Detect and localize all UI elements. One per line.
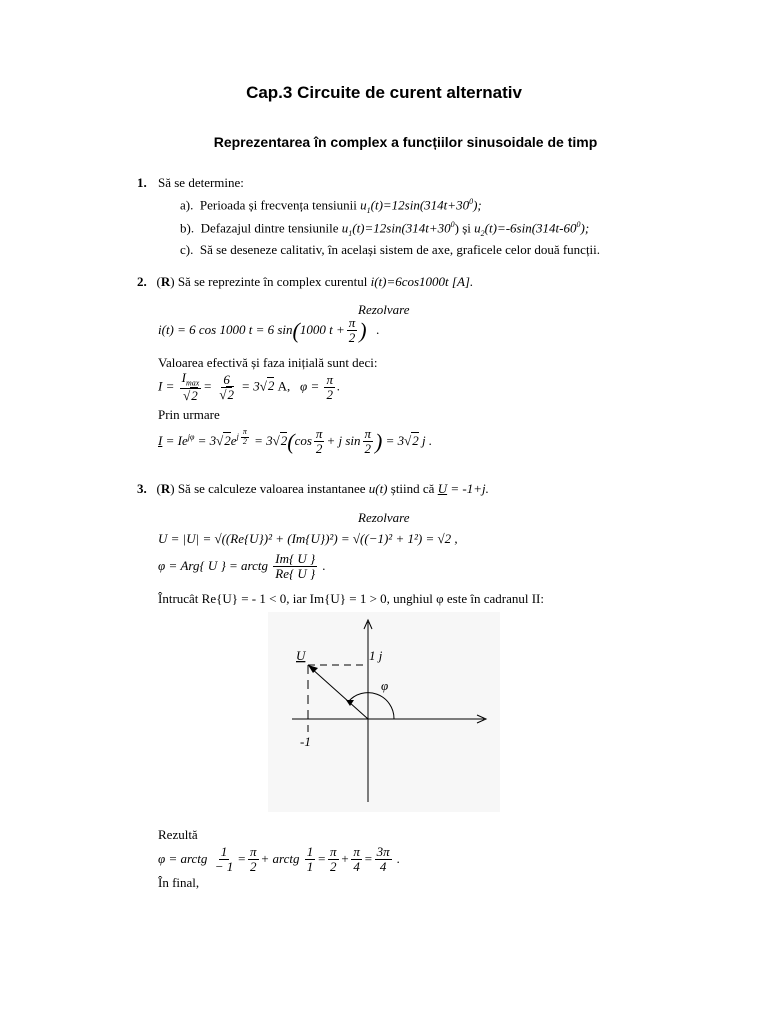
label-1j: 1 j xyxy=(369,648,383,663)
item-a-sub: 1 xyxy=(366,205,371,215)
problem-2-line2: Valoarea efectivă și faza inițială sunt deci: xyxy=(158,355,378,370)
problem-2-line3: Prin urmare xyxy=(158,407,220,422)
eq1-arg: 1000 t + xyxy=(299,321,345,337)
item-b-text: Defazajul dintre tensiunile xyxy=(200,220,342,236)
problem-2-text: ) Să se reprezinte în complex curentul xyxy=(170,274,371,289)
eq2-frac-imax: $\frac{I_{max}}{√2}$ xyxy=(181,370,200,404)
eq2-frac-phi: $\frac{\pi}{2}$ xyxy=(326,371,333,402)
item-a-label: a). xyxy=(180,197,194,213)
problem-3-rezulta: Rezultă xyxy=(158,827,198,842)
problem-3-number: 3. xyxy=(137,481,147,496)
problem-2-expr: i(t)=6cos1000t [A]. xyxy=(370,274,474,289)
item-b-end: ); xyxy=(580,220,590,236)
item-b-sup1: 0 xyxy=(450,220,455,229)
eq1-frac: $\frac{\pi}{2}$ xyxy=(348,315,356,346)
problem-2-statement: 2. (R) Să se reprezinte în complex curentul i(t)=6cos1000t [A]. xyxy=(137,274,474,289)
item-a-end: ); xyxy=(473,197,482,213)
item-b-sub2: 2 xyxy=(480,228,485,238)
item-b-mid: ) și xyxy=(454,220,475,236)
item-a-sup: 0 xyxy=(469,197,474,206)
eq2-frac-six: $\frac{6}{√2}$ xyxy=(219,371,234,402)
item-b-expr2: (t)=-6sin(314t-60 xyxy=(484,220,577,236)
problem-2-r-mark: R xyxy=(160,274,171,289)
problem-3-line: Întrucât Re{U} = - 1 < 0, iar Im{U} = 1 > 0, unghiul φ este în cadranul II: xyxy=(158,591,544,606)
phasor-diagram xyxy=(268,612,500,812)
item-c-text: Să se deseneze calitativ, în același sistem de axe, graficele celor două funcții. xyxy=(199,242,601,257)
problem-3-eq2: φ = Arg{ U } = arctg $\frac{Im\{ U \}}{Re\{ U \}}$ . xyxy=(158,551,326,582)
item-b-sub1: 1 xyxy=(348,228,353,238)
item-b-expr1: (t)=12sin(314t+30 xyxy=(352,220,451,236)
section-subtitle: Reprezentarea în complex a funcțiilor sinusoidale de timp xyxy=(213,134,598,150)
problem-3-r-mark: R xyxy=(160,481,171,496)
item-b-label: b). xyxy=(180,220,195,236)
item-b-u1: u xyxy=(341,220,349,236)
item-c-label: c). xyxy=(180,242,194,257)
problem-3-eq1: U = |U| = √((Re{U})² + (Im{U})²) = √((−1)² + 1²) = √2 , xyxy=(158,531,458,546)
problem-2-rezolvare: Rezolvare xyxy=(358,302,410,317)
item-b-u2: u xyxy=(474,220,481,236)
problem-2-eq3: $I = Ie^{j\varphi} = 3√2e^{j \frac{\pi}{2}}$ = 3√2(cos $\frac{\pi}{2}$ + j sin $\frac{\pi}{2}$ ) = 3√2 j . xyxy=(158,426,433,457)
item-a-expr: (t)=12sin(314t+30 xyxy=(370,197,470,213)
problem-3-final: În final, xyxy=(158,875,200,890)
item-b-sup2: 0 xyxy=(576,220,581,229)
problem-3-statement: 3. (R) Să se calculeze valoarea instantanee u(t) știind că U = -1+j. xyxy=(137,481,489,496)
label-u: U xyxy=(296,648,306,663)
page-title: Cap.3 Circuite de curent alternativ xyxy=(246,83,522,102)
problem-1-intro: Să se determine: xyxy=(158,175,244,190)
problem-1-item-a xyxy=(180,197,482,215)
item-a-u: u xyxy=(360,197,367,213)
problem-2-number: 2. xyxy=(137,274,147,289)
problem-3-eq3: φ = arctg $\frac{1}{- 1}$ = $\frac{\pi}{2}$ + arctg $\frac{1}{1}$ = $\frac{\pi}{2}$ + $\frac{\pi}{4}$ = $\frac{3\pi}{4}$ . xyxy=(158,844,401,875)
label-phi: φ xyxy=(381,678,389,693)
problem-1-item-c xyxy=(180,242,600,258)
problem-2-eq2: I = $\frac{I_{max}}{√2}$ = $\frac{6}{√2}$ = 3√2 A, φ = $\frac{\pi}{2}$ . xyxy=(158,370,341,404)
label-minus-1: -1 xyxy=(300,734,311,749)
item-a-text: Perioada și frecvența tensiunii xyxy=(199,197,361,213)
problem-2-eq1: i(t) = 6 cos 1000 t = 6 sin(1000 t + $\frac{\pi}{2}$ ) . xyxy=(158,315,380,346)
problem-1-number: 1. xyxy=(137,175,147,190)
eq1-left: i(t) = 6 cos 1000 t = 6 sin xyxy=(158,321,293,337)
problem-1-item-b xyxy=(180,220,589,238)
problem-3-rezolvare: Rezolvare xyxy=(358,510,410,525)
